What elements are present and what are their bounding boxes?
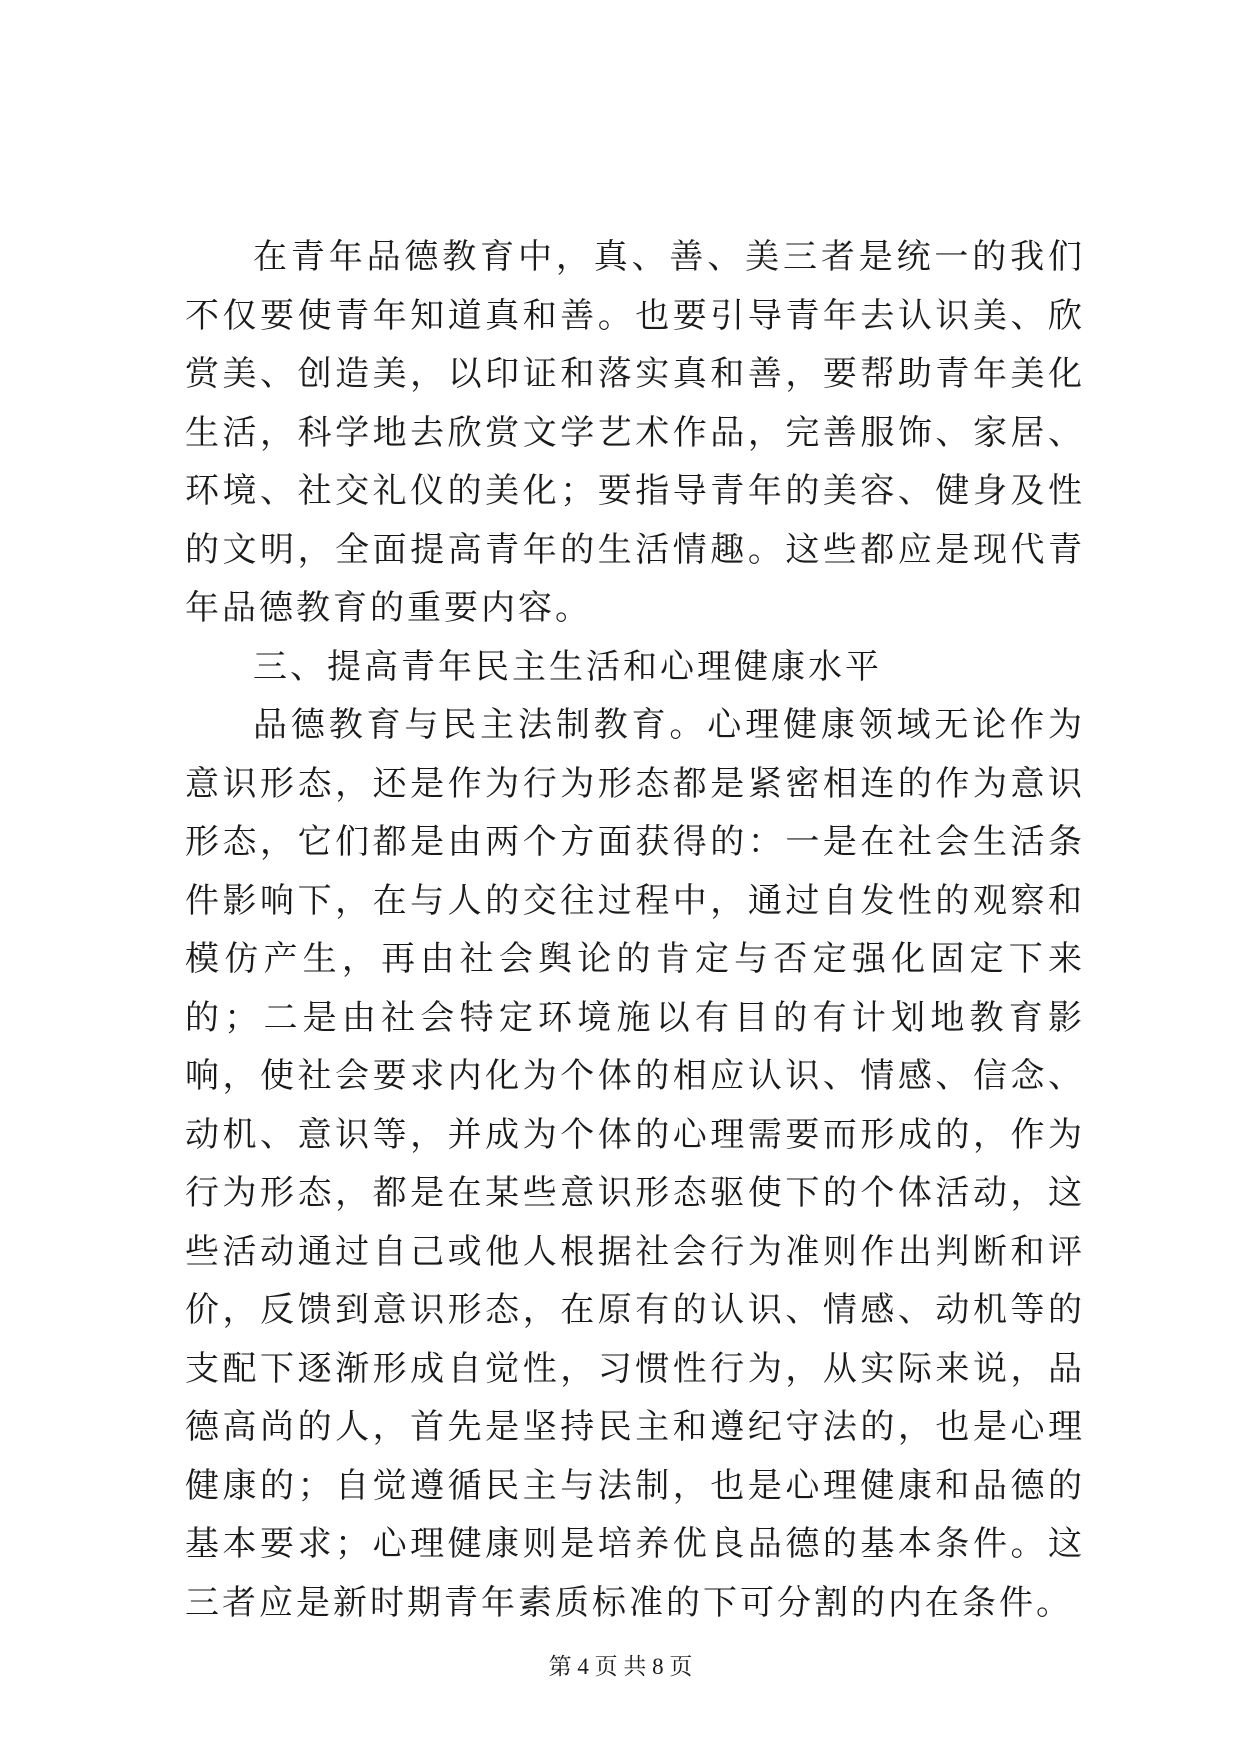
- page-number-footer: 第 4 页 共 8 页: [548, 1654, 693, 1679]
- paragraph-democracy-mental-health: 品德教育与民主法制教育。心理健康领域无论作为意识形态，还是作为行为形态都是紧密相连的作为意识形态，它们都是由两个方面获得的：一是在社会生活条件影响下，在与人的交往过程中，通过自发性的观察和模仿产生，再由社会舆论的肯定与否定强化固定下来的；二是由社会特定环境施以有目的有计划地教育影响，使社会要求内化为个体的相应认识、情感、信念、动机、意识等，并成为个体的心理需要而形成的，作为行为形态，都是在某些意识形态驱使下的个体活动，这些活动通过自己或他人根据社会行为准则作出判断和评价，反馈到意识形态，在原有的认识、情感、动机等的支配下逐渐形成自觉性，习惯性行为，从实际来说，品德高尚的人，首先是坚持民主和遵纪守法的，也是心理健康的；自觉遵循民主与法制，也是心理健康和品德的基本要求；心理健康则是培养优良品德的基本条件。这三者应是新时期青年素质标准的下可分割的内在条件。: [185, 705, 1085, 1623]
- document-body: [185, 228, 1085, 1632]
- paragraph-aesthetic-education: 在青年品德教育中，真、善、美三者是统一的我们不仅要使青年知道真和善。也要引导青年去认识美、欣赏美、创造美，以印证和落实真和善，要帮助青年美化生活，科学地去欣赏文学艺术作品，完善服饰、家居、环境、社交礼仪的美化；要指导青年的美容、健身及性的文明，全面提高青年的生活情趣。这些都应是现代青年品德教育的重要内容。: [185, 237, 1085, 628]
- section-heading: 三、提高青年民主生活和心理健康水平: [253, 646, 882, 687]
